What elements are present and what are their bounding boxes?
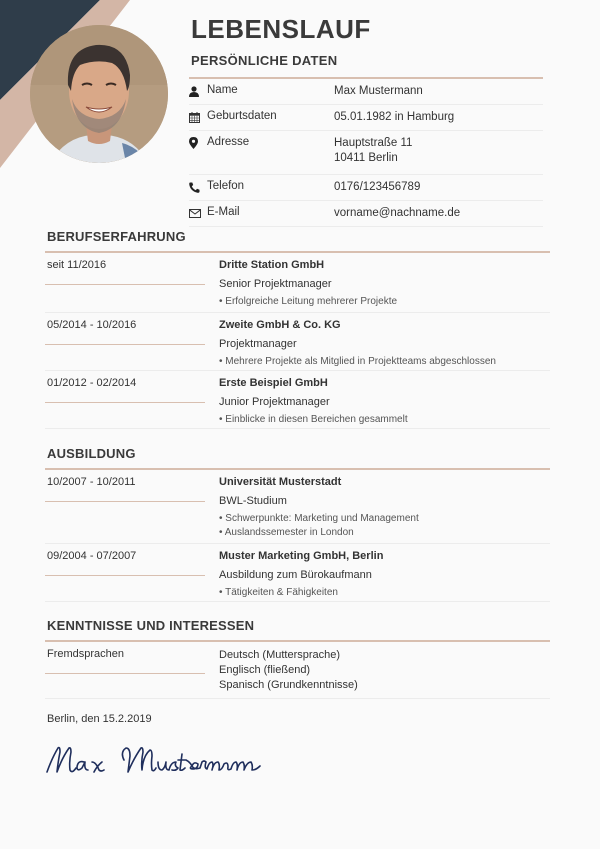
entry-role: Junior Projektmanager — [219, 396, 330, 408]
personal-value: 0176/123456789 — [334, 181, 421, 193]
entry-bullet: • Erfolgreiche Leitung mehrerer Projekte — [219, 296, 398, 307]
experience-entry — [45, 371, 550, 429]
personal-data-heading: PERSÖNLICHE DATEN — [191, 53, 338, 68]
date-underline — [45, 673, 205, 674]
calendar-icon — [189, 110, 207, 124]
entry-bullet: • Einblicke in diesen Bereichen gesammelt — [219, 414, 408, 425]
personal-row-name — [189, 79, 543, 105]
skill-line: Englisch (fließend) — [219, 664, 311, 676]
personal-value: vorname@nachname.de — [334, 207, 461, 219]
entry-date: 01/2012 - 02/2014 — [47, 377, 137, 389]
date-underline — [45, 284, 205, 285]
personal-label: Geburtsdaten — [207, 110, 277, 122]
personal-value: Max Mustermann — [334, 85, 423, 97]
experience-entry — [45, 313, 550, 371]
skill-line: Spanisch (Grundkenntnisse) — [219, 679, 358, 691]
personal-label: E-Mail — [207, 206, 240, 218]
place-and-date: Berlin, den 15.2.2019 — [47, 713, 152, 725]
entry-role: Ausbildung zum Bürokaufmann — [219, 569, 372, 581]
profile-photo — [30, 25, 168, 163]
entry-bullet: • Auslandssemester in London — [219, 527, 354, 538]
map-marker-icon — [189, 136, 207, 150]
entry-date: 09/2004 - 07/2007 — [47, 550, 137, 562]
page-title: LEBENSLAUF — [191, 14, 371, 44]
education-entry — [45, 470, 550, 544]
skill-category: Fremdsprachen — [47, 648, 125, 660]
date-underline — [45, 575, 205, 576]
skills-entry — [45, 642, 550, 699]
personal-label: Adresse — [207, 136, 250, 148]
entry-organization: Dritte Station GmbH — [219, 259, 325, 271]
entry-bullet: • Tätigkeiten & Fähigkeiten — [219, 587, 338, 598]
envelope-icon — [189, 206, 207, 220]
personal-row-phone — [189, 175, 543, 201]
skills-heading: KENNTNISSE UND INTERESSEN — [47, 618, 255, 633]
experience-section — [45, 229, 550, 429]
education-entry — [45, 544, 550, 602]
entry-date: seit 11/2016 — [47, 259, 107, 271]
personal-row-address — [189, 131, 543, 175]
personal-row-birth — [189, 105, 543, 131]
personal-label: Name — [207, 84, 238, 96]
education-section — [45, 446, 550, 602]
personal-data-table — [189, 77, 543, 227]
experience-heading: BERUFSERFAHRUNG — [47, 229, 186, 244]
personal-row-email — [189, 201, 543, 227]
personal-label: Telefon — [207, 180, 245, 192]
personal-value-city: 10411 Berlin — [334, 152, 398, 164]
date-underline — [45, 344, 205, 345]
personal-value-street: Hauptstraße 11 — [334, 137, 413, 149]
date-underline — [45, 402, 205, 403]
skills-section — [45, 618, 550, 699]
entry-organization: Muster Marketing GmbH, Berlin — [219, 550, 384, 562]
entry-bullet: • Mehrere Projekte als Mitglied in Projektteams abgeschlossen — [219, 356, 496, 367]
entry-role: Projektmanager — [219, 338, 297, 350]
entry-date: 10/2007 - 10/2011 — [47, 476, 136, 488]
personal-value: 05.01.1982 in Hamburg — [334, 111, 455, 123]
phone-icon — [189, 180, 207, 194]
entry-role: Senior Projektmanager — [219, 278, 332, 290]
entry-bullet: • Schwerpunkte: Marketing und Management — [219, 513, 419, 524]
user-icon — [189, 84, 207, 98]
entry-role: BWL-Studium — [219, 495, 287, 507]
experience-entry — [45, 253, 550, 313]
entry-organization: Zweite GmbH & Co. KG — [219, 319, 341, 331]
skill-line: Deutsch (Muttersprache) — [219, 649, 341, 661]
education-heading: AUSBILDUNG — [47, 446, 136, 461]
date-underline — [45, 501, 205, 502]
signature — [44, 738, 294, 780]
entry-organization: Erste Beispiel GmbH — [219, 377, 328, 389]
entry-organization: Universität Musterstadt — [219, 476, 342, 488]
entry-date: 05/2014 - 10/2016 — [47, 319, 137, 331]
